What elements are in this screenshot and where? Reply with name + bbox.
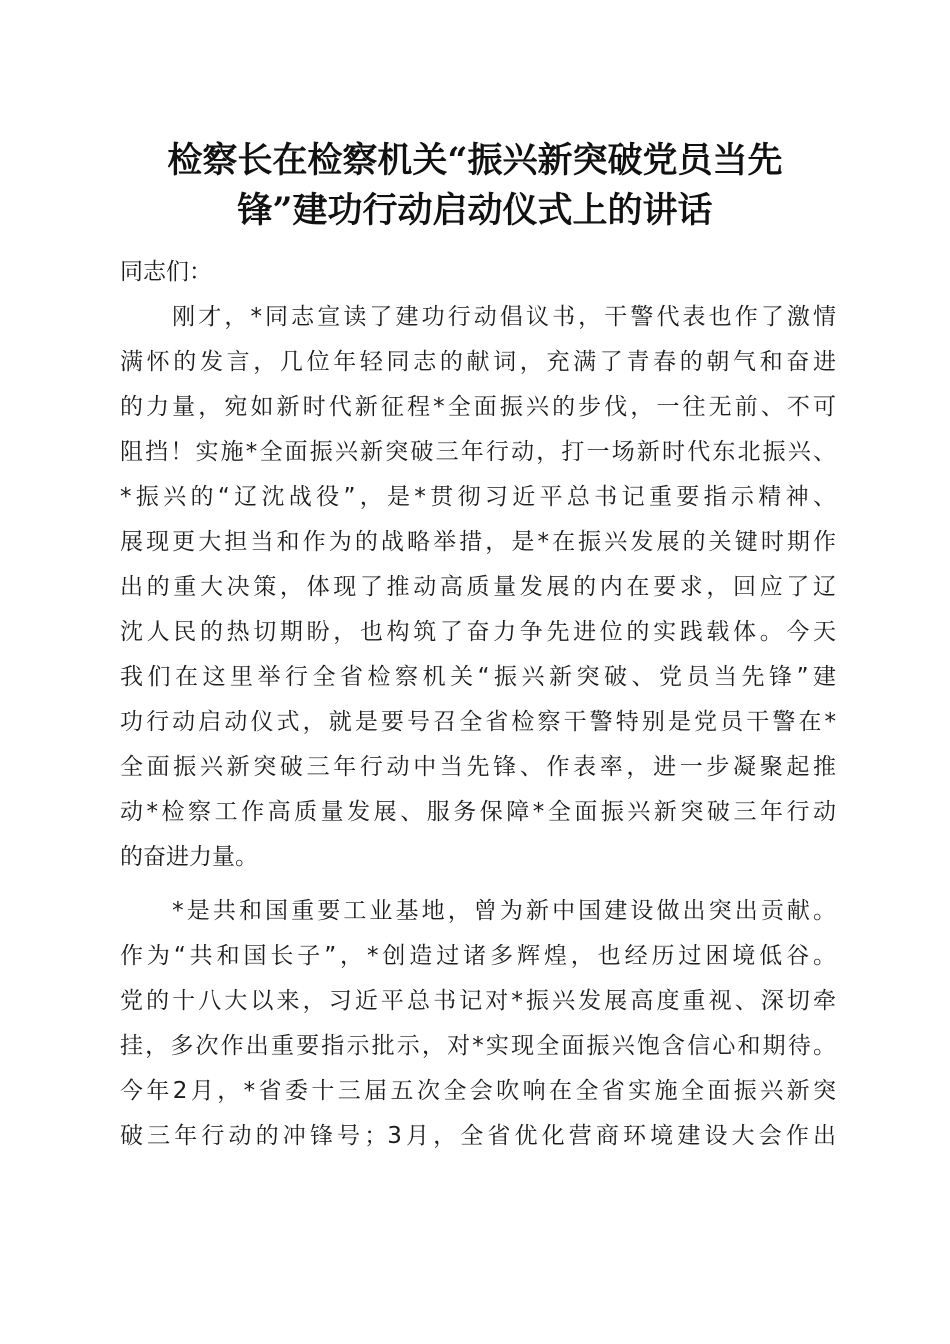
paragraph-line: 全面振兴新突破三年行动中当先锋、作表率，进一步凝聚起推 xyxy=(120,754,836,780)
paragraph-line: 破三年行动的冲锋号；3月，全省优化营商环境建设大会作出 xyxy=(120,1123,836,1149)
title-line-1: 检察长在检察机关“振兴新突破党员当先 xyxy=(167,140,783,181)
salutation: 同志们： xyxy=(120,259,212,285)
paragraph-line: *是共和国重要工业基地，曾为新中国建设做出突出贡献。 xyxy=(120,898,836,924)
title-line-2: 锋”建功行动启动仪式上的讲话 xyxy=(237,190,713,231)
paragraph-line: 满怀的发言，几位年轻同志的献词，充满了青春的朝气和奋进 xyxy=(120,349,836,375)
paragraph-spacer xyxy=(120,880,836,889)
paragraph-line: 出的重大决策，体现了推动高质量发展的内在要求，回应了辽 xyxy=(120,574,836,600)
paragraph-line: 刚才，*同志宣读了建功行动倡议书，干警代表也作了激情 xyxy=(120,304,836,330)
paragraph-line: 的力量，宛如新时代新征程*全面振兴的步伐，一往无前、不可 xyxy=(120,394,836,420)
paragraph-line: 功行动启动仪式，就是要号召全省检察干警特别是党员干警在* xyxy=(120,709,836,735)
paragraph-line: 阻挡！实施*全面振兴新突破三年行动，打一场新时代东北振兴、 xyxy=(120,439,836,465)
paragraph-1 xyxy=(120,295,836,880)
paragraph-line: 展现更大担当和作为的战略举措，是*在振兴发展的关键时期作 xyxy=(120,529,836,555)
paragraph-line: 的奋进力量。 xyxy=(120,844,258,870)
paragraph-line: 作为“共和国长子”，*创造过诸多辉煌，也经历过困境低谷。 xyxy=(120,943,836,969)
paragraph-line: 沈人民的热切期盼，也构筑了奋力争先进位的实践载体。今天 xyxy=(120,619,836,645)
paragraph-line: 党的十八大以来，习近平总书记对*振兴发展高度重视、深切牵 xyxy=(120,988,836,1014)
paragraph-line: 动*检察工作高质量发展、服务保障*全面振兴新突破三年行动 xyxy=(120,799,836,825)
paragraph-line: *振兴的“辽沈战役”，是*贯彻习近平总书记重要指示精神、 xyxy=(120,484,836,510)
paragraph-line: 我们在这里举行全省检察机关“振兴新突破、党员当先锋”建 xyxy=(120,664,836,690)
paragraph-2 xyxy=(120,889,836,1159)
document-title xyxy=(110,136,840,236)
document-body xyxy=(120,250,836,1159)
paragraph-line: 今年2月，*省委十三届五次全会吹响在全省实施全面振兴新突 xyxy=(120,1078,836,1104)
paragraph-line: 挂，多次作出重要指示批示，对*实现全面振兴饱含信心和期待。 xyxy=(120,1033,836,1059)
